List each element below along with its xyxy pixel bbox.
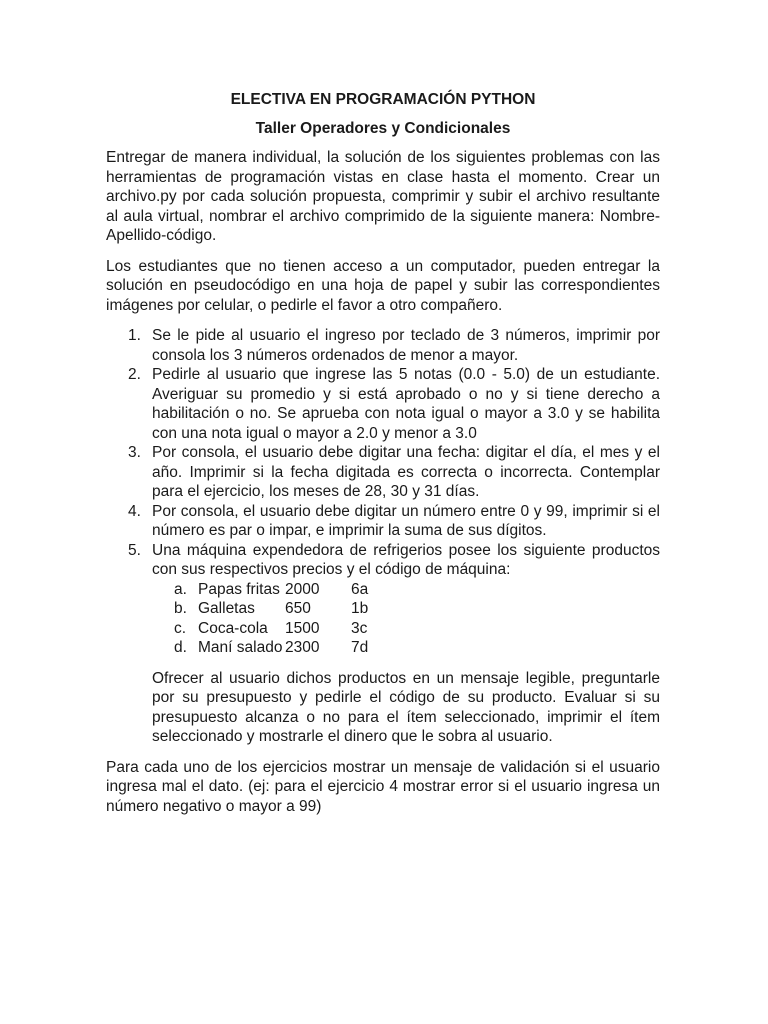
exercise-5-followup: Ofrecer al usuario dichos productos en un mensaje legible, preguntarle por su presupuesto y pedirle el código de su producto. Evaluar si su presupuesto alcanza o no para el ítem seleccionado, imprimir el ítem seleccionado y mostrarle el dinero que le sobra al usuario. bbox=[152, 669, 660, 745]
exercise-item-2 bbox=[106, 365, 660, 443]
product-code: 1b bbox=[351, 600, 369, 617]
exercise-number: 2. bbox=[128, 366, 141, 383]
product-item bbox=[152, 580, 660, 600]
document-subtitle: Taller Operadores y Condicionales bbox=[255, 120, 511, 137]
exercise-number: 5. bbox=[128, 541, 141, 559]
product-price: 2000 bbox=[285, 580, 320, 598]
product-price: 2300 bbox=[285, 639, 320, 656]
product-list bbox=[152, 580, 660, 658]
product-item bbox=[152, 619, 660, 639]
exercise-number: 3. bbox=[128, 444, 141, 461]
product-code: 7d bbox=[351, 639, 369, 656]
intro-paragraph-2: Los estudiantes que no tienen acceso a un computador, pueden entregar la solución en pseudocódigo en una hoja de papel y subir las correspondientes imágenes por celular, o pedirle el favor a otro compañero. bbox=[106, 257, 660, 314]
product-item bbox=[152, 638, 660, 658]
document-title: ELECTIVA EN PROGRAMACIÓN PYTHON bbox=[230, 91, 536, 108]
product-letter: a. bbox=[174, 580, 187, 598]
product-letter: b. bbox=[174, 600, 187, 617]
product-code: 6a bbox=[351, 580, 369, 598]
document-content bbox=[106, 90, 660, 827]
product-price: 1500 bbox=[285, 619, 320, 637]
product-name: Coca-cola bbox=[198, 619, 268, 637]
exercise-item-5 bbox=[106, 541, 660, 747]
product-name: Galletas bbox=[198, 600, 255, 617]
exercise-number: 4. bbox=[128, 502, 141, 520]
product-code: 3c bbox=[351, 619, 368, 637]
closing-paragraph: Para cada uno de los ejercicios mostrar un mensaje de validación si el usuario ingresa mal el dato. (ej: para el ejercicio 4 mostrar error si el usuario ingresa un número negativo o mayor a 99) bbox=[106, 758, 660, 815]
exercise-list bbox=[106, 326, 660, 747]
product-letter: c. bbox=[174, 619, 187, 637]
exercise-item-1 bbox=[106, 326, 660, 365]
product-name: Maní salado bbox=[198, 639, 283, 656]
product-price: 650 bbox=[285, 600, 311, 617]
exercise-text: Pedirle al usuario que ingrese las 5 notas (0.0 - 5.0) de un estudiante. Averiguar su promedio y si está aprobado o no y si tiene derecho a habilitación o no. Se aprueba con nota igual o mayor a 3.0 y se habilita con una nota igual o mayor a 2.0 y menor a 3.0 bbox=[152, 366, 660, 442]
product-item bbox=[152, 599, 660, 619]
exercise-text: Una máquina expendedora de refrigerios posee los siguiente productos con sus respectivos precios y el código de máquina: bbox=[152, 541, 660, 578]
exercise-item-3 bbox=[106, 443, 660, 502]
exercise-number: 1. bbox=[128, 327, 141, 344]
intro-paragraph-1: Entregar de manera individual, la solución de los siguientes problemas con las herramientas de programación vistas en clase hasta el momento. Crear un archivo.py por cada solución propuesta, comprimir y subir el archivo resultante al aula virtual, nombrar el archivo comprimido de la siguiente manera: Nombre-Apellido-código. bbox=[106, 149, 660, 244]
exercise-text: Por consola, el usuario debe digitar un número entre 0 y 99, imprimir si el número es par o impar, e imprimir la suma de sus dígitos. bbox=[152, 502, 660, 539]
exercise-text: Se le pide al usuario el ingreso por teclado de 3 números, imprimir por consola los 3 números ordenados de menor a mayor. bbox=[152, 327, 660, 364]
exercise-text: Por consola, el usuario debe digitar una fecha: digitar el día, el mes y el año. Imprimir si la fecha digitada es correcta o incorrecta. Contemplar para el ejercicio, los meses de 28, 30 y 31 días. bbox=[152, 444, 660, 500]
product-letter: d. bbox=[174, 639, 187, 656]
product-name: Papas fritas bbox=[198, 580, 280, 598]
exercise-item-4 bbox=[106, 502, 660, 541]
